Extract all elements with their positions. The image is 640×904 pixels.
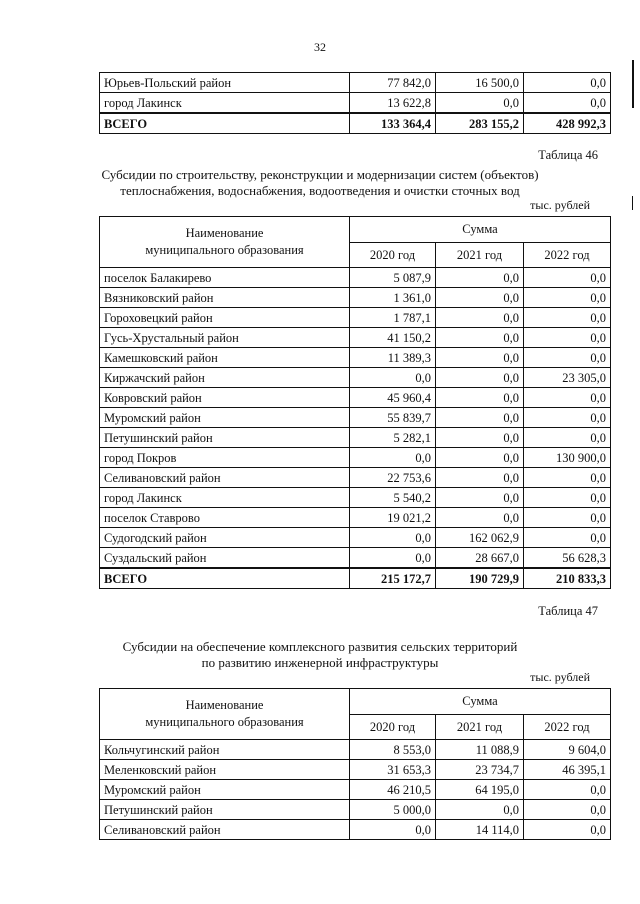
table-row [100, 73, 611, 93]
table-row [100, 740, 611, 760]
table47-caption: Таблица 47 [538, 604, 598, 618]
name-header-line2: муниципального образования [145, 243, 304, 257]
name-header-line2: муниципального образования [145, 715, 304, 729]
cell-2020: 5 540,2 [350, 488, 436, 508]
table-row [100, 760, 611, 780]
total-row [100, 113, 611, 134]
cell-name: Ковровский район [100, 388, 350, 408]
cell-2020: 0,0 [350, 528, 436, 548]
cell-2020: 22 753,6 [350, 468, 436, 488]
cell-2021: 162 062,9 [436, 528, 524, 548]
cell-2021: 0,0 [436, 468, 524, 488]
cell-2022: 0,0 [524, 288, 611, 308]
table-row [100, 780, 611, 800]
cell-2022: 130 900,0 [524, 448, 611, 468]
cell-2020: 5 087,9 [350, 268, 436, 288]
table47 [99, 688, 611, 840]
cell-2022: 23 305,0 [524, 368, 611, 388]
cell-name: Юрьев-Польский район [100, 73, 350, 93]
table-row [100, 488, 611, 508]
cell-name: город Покров [100, 448, 350, 468]
cell-name: Селивановский район [100, 468, 350, 488]
name-column-header [100, 689, 350, 740]
cell-2022: 0,0 [524, 93, 611, 114]
table-row [100, 328, 611, 348]
cell-2020: 11 389,3 [350, 348, 436, 368]
cell-2021: 0,0 [436, 488, 524, 508]
year-2022-header: 2022 год [524, 714, 611, 740]
cell-name: Петушинский район [100, 800, 350, 820]
cell-2020: 1 787,1 [350, 308, 436, 328]
cell-2022: 0,0 [524, 348, 611, 368]
cell-2022: 0,0 [524, 408, 611, 428]
total-cell-2020: 133 364,4 [350, 113, 436, 134]
year-2021-header: 2021 год [436, 714, 524, 740]
cell-name: город Лакинск [100, 93, 350, 114]
cell-2020: 77 842,0 [350, 73, 436, 93]
table47-unit: тыс. рублей [530, 670, 590, 684]
cell-2020: 45 960,4 [350, 388, 436, 408]
year-2020-header: 2020 год [350, 242, 436, 268]
table46-title-line1: Субсидии по строительству, реконструкции и модернизации систем (объектов) [101, 167, 539, 182]
table46-caption: Таблица 46 [538, 148, 598, 162]
cell-2021: 0,0 [436, 268, 524, 288]
table47-title-line2: по развитию инженерной инфраструктуры [201, 655, 439, 670]
cell-2021: 0,0 [436, 388, 524, 408]
total-cell-name: ВСЕГО [100, 568, 350, 589]
year-2020-header: 2020 год [350, 714, 436, 740]
table46-unit: тыс. рублей [530, 198, 590, 212]
cell-2020: 31 653,3 [350, 760, 436, 780]
cell-2020: 5 000,0 [350, 800, 436, 820]
cell-2020: 13 622,8 [350, 93, 436, 114]
cell-2021: 28 667,0 [436, 548, 524, 569]
cell-2021: 0,0 [436, 308, 524, 328]
cell-2020: 5 282,1 [350, 428, 436, 448]
cell-name: Суздальский район [100, 548, 350, 569]
cell-name: поселок Балакирево [100, 268, 350, 288]
table46 [99, 216, 611, 589]
cell-name: Петушинский район [100, 428, 350, 448]
cell-2021: 11 088,9 [436, 740, 524, 760]
cell-2020: 0,0 [350, 548, 436, 569]
cell-2021: 16 500,0 [436, 73, 524, 93]
cell-name: Гороховецкий район [100, 308, 350, 328]
name-header-line1: Наименование [185, 698, 264, 712]
table-row [100, 368, 611, 388]
cell-name: Гусь-Хрустальный район [100, 328, 350, 348]
total-cell-2021: 283 155,2 [436, 113, 524, 134]
cell-2022: 56 628,3 [524, 548, 611, 569]
sum-header: Сумма [350, 217, 611, 243]
table-row [100, 428, 611, 448]
table-row [100, 528, 611, 548]
table-row [100, 548, 611, 569]
year-2021-header: 2021 год [436, 242, 524, 268]
sum-header: Сумма [350, 689, 611, 715]
cell-2021: 0,0 [436, 348, 524, 368]
table47-title-line1: Субсидии на обеспечение комплексного развития сельских территорий [122, 639, 518, 654]
cell-2020: 8 553,0 [350, 740, 436, 760]
cell-2021: 0,0 [436, 428, 524, 448]
cell-2021: 0,0 [436, 448, 524, 468]
cell-name: город Лакинск [100, 488, 350, 508]
table-row [100, 448, 611, 468]
total-cell-2022: 428 992,3 [524, 113, 611, 134]
cell-name: Вязниковский район [100, 288, 350, 308]
table-row [100, 268, 611, 288]
cell-2022: 0,0 [524, 780, 611, 800]
cell-name: Муромский район [100, 408, 350, 428]
table-row [100, 408, 611, 428]
cell-2022: 0,0 [524, 488, 611, 508]
cell-2022: 0,0 [524, 328, 611, 348]
total-cell-2021: 190 729,9 [436, 568, 524, 589]
cell-2022: 0,0 [524, 468, 611, 488]
name-column-header [100, 217, 350, 268]
cell-2022: 0,0 [524, 800, 611, 820]
cell-2022: 0,0 [524, 308, 611, 328]
cell-2021: 0,0 [436, 800, 524, 820]
cell-name: Муромский район [100, 780, 350, 800]
cell-2022: 0,0 [524, 73, 611, 93]
table-row [100, 388, 611, 408]
cell-name: Селивановский район [100, 820, 350, 840]
cell-2021: 64 195,0 [436, 780, 524, 800]
cell-2022: 0,0 [524, 528, 611, 548]
cell-2021: 0,0 [436, 328, 524, 348]
scan-edge-mark [632, 196, 633, 210]
cell-2021: 0,0 [436, 368, 524, 388]
cell-2020: 41 150,2 [350, 328, 436, 348]
cell-2022: 0,0 [524, 508, 611, 528]
cell-2020: 0,0 [350, 368, 436, 388]
cell-2022: 0,0 [524, 428, 611, 448]
table-continuation [99, 72, 611, 134]
scan-edge-mark [632, 60, 634, 108]
cell-2020: 46 210,5 [350, 780, 436, 800]
total-row [100, 568, 611, 589]
cell-name: Киржачский район [100, 368, 350, 388]
table-row [100, 308, 611, 328]
table-row [100, 468, 611, 488]
cell-2021: 0,0 [436, 508, 524, 528]
cell-2022: 46 395,1 [524, 760, 611, 780]
cell-name: Камешковский район [100, 348, 350, 368]
cell-2021: 23 734,7 [436, 760, 524, 780]
table-row [100, 93, 611, 114]
cell-2022: 0,0 [524, 820, 611, 840]
cell-2021: 14 114,0 [436, 820, 524, 840]
cell-2021: 0,0 [436, 288, 524, 308]
total-cell-2022: 210 833,3 [524, 568, 611, 589]
cell-2020: 1 361,0 [350, 288, 436, 308]
name-header-line1: Наименование [185, 226, 264, 240]
cell-2021: 0,0 [436, 93, 524, 114]
cell-2020: 19 021,2 [350, 508, 436, 528]
cell-name: Меленковский район [100, 760, 350, 780]
table-row [100, 800, 611, 820]
total-cell-2020: 215 172,7 [350, 568, 436, 589]
cell-2020: 0,0 [350, 820, 436, 840]
cell-name: поселок Ставрово [100, 508, 350, 528]
table-row [100, 820, 611, 840]
table-row [100, 348, 611, 368]
cell-2022: 0,0 [524, 388, 611, 408]
table46-title-line2: теплоснабжения, водоснабжения, водоотведения и очистки сточных вод [120, 183, 520, 198]
cell-name: Кольчугинский район [100, 740, 350, 760]
cell-2022: 9 604,0 [524, 740, 611, 760]
cell-name: Судогодский район [100, 528, 350, 548]
table-row [100, 288, 611, 308]
table-row [100, 508, 611, 528]
cell-2020: 55 839,7 [350, 408, 436, 428]
cell-2020: 0,0 [350, 448, 436, 468]
year-2022-header: 2022 год [524, 242, 611, 268]
total-cell-name: ВСЕГО [100, 113, 350, 134]
cell-2022: 0,0 [524, 268, 611, 288]
page-number: 32 [314, 40, 326, 54]
cell-2021: 0,0 [436, 408, 524, 428]
